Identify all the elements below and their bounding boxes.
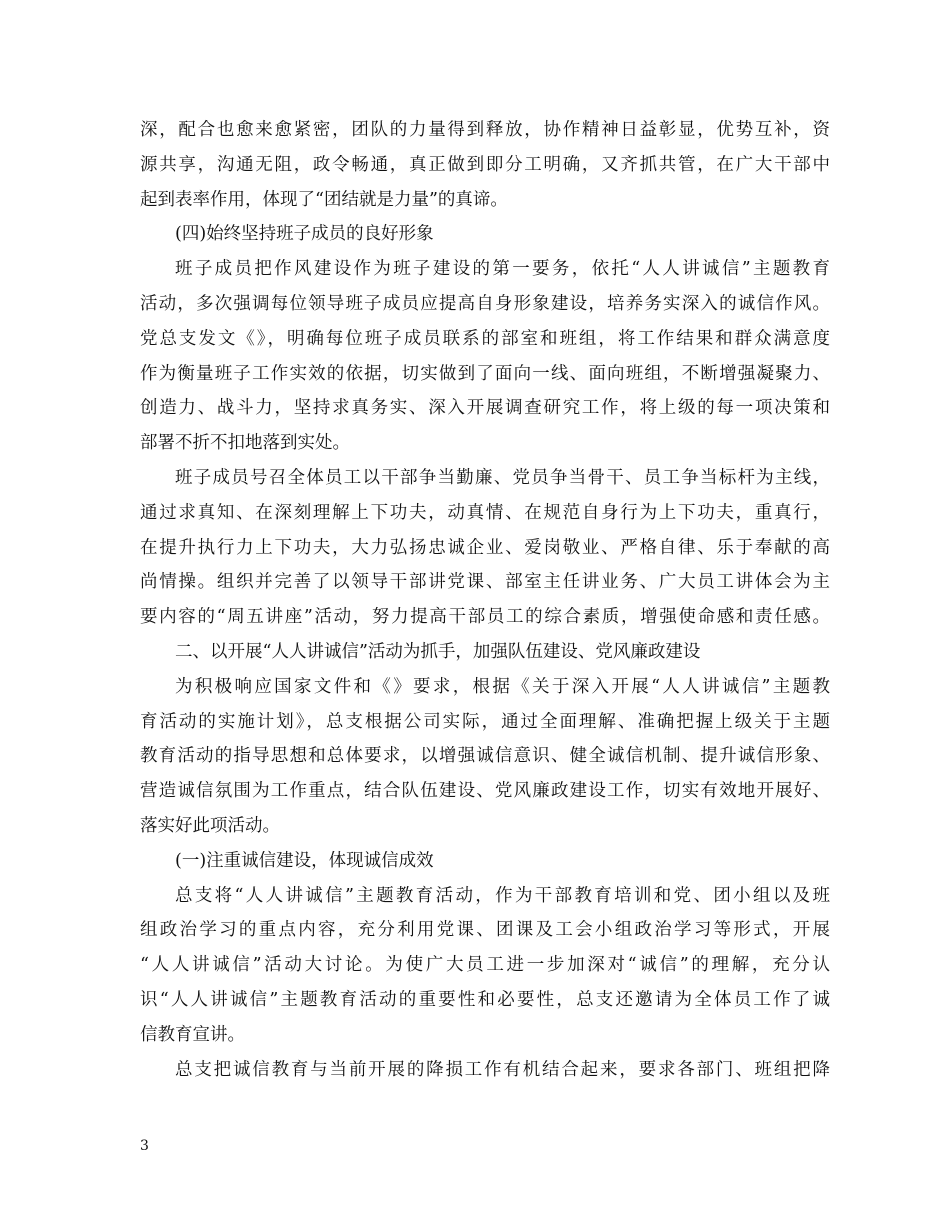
text-line: 二、以开展“人人讲诚信”活动为抓手，加强队伍建设、党风廉政建设 — [175, 641, 701, 662]
text-line: 源共享，沟通无阻，政令畅通，真正做到即分工明确，又齐抓共管，在广大干部中 — [140, 154, 830, 175]
text-line: 总支将“人人讲诚信”主题教育活动，作为干部教育培训和党、团小组以及班 — [175, 885, 830, 906]
text-line: “人人讲诚信”活动大讨论。为使广大员工进一步加深对“诚信”的理解，充分认 — [140, 955, 830, 976]
text-line: 落实好此项活动。 — [140, 815, 280, 836]
text-line: 要内容的“周五讲座”活动，努力提高干部员工的综合素质，增强使命感和责任感。 — [140, 607, 830, 628]
text-line: 识“人人讲诚信”主题教育活动的重要性和必要性，总支还邀请为全体员工作了诚 — [140, 989, 830, 1010]
text-line: 班子成员把作风建设作为班子建设的第一要务，依托“人人讲诚信”主题教育 — [175, 259, 830, 280]
page-number: 3 — [140, 1138, 149, 1154]
text-line: 为积极响应国家文件和《》要求，根据《关于深入开展“人人讲诚信”主题教 — [175, 676, 830, 697]
text-line: 教育活动的指导思想和总体要求，以增强诚信意识、健全诚信机制、提升诚信形象、 — [140, 746, 830, 767]
text-line: 尚情操。组织并完善了以领导干部讲党课、部室主任讲业务、广大员工讲体会为主 — [140, 572, 830, 593]
text-line: 在提升执行力上下功夫，大力弘扬忠诚企业、爱岗敬业、严格自律、乐于奉献的高 — [140, 537, 830, 558]
text-line: 总支把诚信教育与当前开展的降损工作有机结合起来，要求各部门、班组把降 — [175, 1059, 830, 1080]
text-line: 作为衡量班子工作实效的依据，切实做到了面向一线、面向班组，不断增强凝聚力、 — [140, 363, 830, 384]
text-line: 部署不折不扣地落到实处。 — [140, 433, 350, 454]
text-line: 起到表率作用，体现了“团结就是力量”的真谛。 — [140, 189, 508, 210]
text-line: (四)始终坚持班子成员的良好形象 — [175, 224, 434, 245]
document-body — [140, 113, 830, 1087]
text-line: 深，配合也愈来愈紧密，团队的力量得到释放，协作精神日益彰显，优势互补，资 — [140, 120, 830, 140]
text-line: (一)注重诚信建设，体现诚信成效 — [175, 850, 434, 871]
text-line: 通过求真知、在深刻理解上下功夫，动真情、在规范自身行为上下功夫，重真行， — [140, 502, 830, 523]
text-line: 活动，多次强调每位领导班子成员应提高自身形象建设，培养务实深入的诚信作风。 — [140, 293, 830, 314]
text-line: 组政治学习的重点内容，充分利用党课、团课及工会小组政治学习等形式，开展 — [140, 920, 830, 941]
text-line: 营造诚信氛围为工作重点，结合队伍建设、党风廉政建设工作，切实有效地开展好、 — [140, 781, 830, 802]
text-line: 党总支发文《》，明确每位班子成员联系的部室和班组，将工作结果和群众满意度 — [140, 328, 830, 349]
text-line: 创造力、战斗力，坚持求真务实、深入开展调查研究工作，将上级的每一项决策和 — [140, 398, 830, 419]
text-line: 信教育宣讲。 — [140, 1024, 245, 1045]
text-line: 育活动的实施计划》，总支根据公司实际，通过全面理解、准确把握上级关于主题 — [140, 711, 830, 732]
text-line: 班子成员号召全体员工以干部争当勤廉、党员争当骨干、员工争当标杆为主线， — [175, 467, 830, 488]
